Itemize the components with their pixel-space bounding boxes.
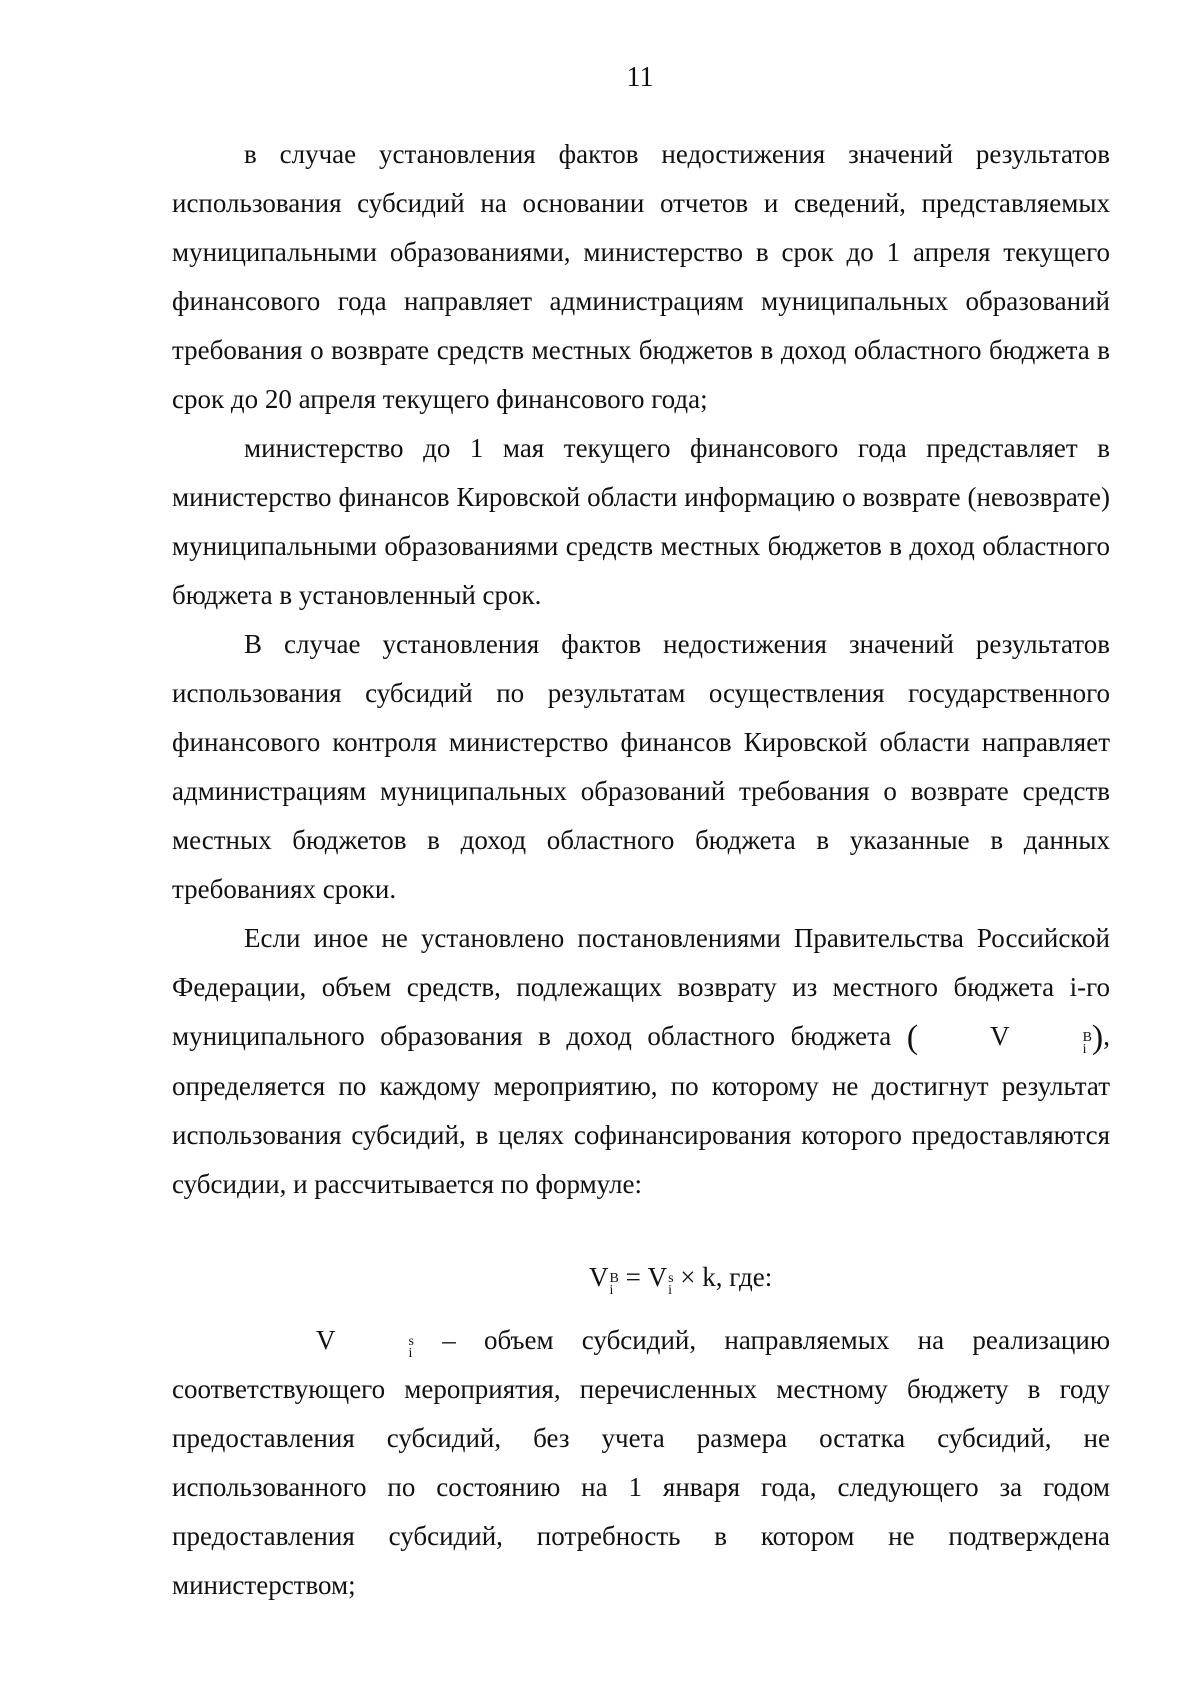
formula-rhs bbox=[648, 1253, 674, 1302]
p5-symbol-sub: i bbox=[408, 1346, 413, 1361]
paragraph-4-text-a: Если иное не установлено постановлениями Правительства Российской Федерации, объем средств, подлежащих возврату из местного бюджета i-го муниципального образования в доход областного бюджета bbox=[172, 923, 1110, 1051]
paragraph-3: В случае установления фактов недостижения значений результатов использования субсидий по результатам осуществления государственного финансового контроля министерство финансов Кировской области направляет администрациям муниципальных образований требования о возврате средств местных бюджетов в доход областного бюджета в указанные в данных требованиях сроки. bbox=[172, 629, 1110, 904]
formula-rhs-base: V bbox=[647, 1262, 668, 1292]
formula-lhs-base: V bbox=[589, 1262, 609, 1292]
formula-rhs-sub: i bbox=[668, 1283, 672, 1298]
formula-equals: = bbox=[618, 1262, 648, 1292]
paragraph-5 bbox=[172, 1316, 1110, 1610]
symbol-v-b-i bbox=[918, 1012, 1092, 1061]
p5-symbol-sup: s bbox=[408, 1334, 414, 1349]
page-number: 11 bbox=[626, 62, 654, 93]
document-body bbox=[172, 130, 1110, 1610]
symbol-sub: i bbox=[1082, 1042, 1087, 1057]
symbol-base: V bbox=[990, 1021, 1010, 1051]
paragraph-2: министерство до 1 мая текущего финансового года представляет в министерство финансов Кировской области информацию о возврате (невозврате) муниципальными образованиями средств местных бюджетов в доход областного бюджета в установленный срок. bbox=[172, 433, 1110, 610]
symbol-sup: В bbox=[1082, 1030, 1092, 1045]
formula-lhs-sup: В bbox=[609, 1271, 619, 1286]
formula bbox=[172, 1253, 1110, 1302]
paren-open: ( bbox=[906, 1019, 919, 1056]
formula-lhs bbox=[589, 1253, 619, 1302]
paren-close: ) bbox=[1091, 1019, 1104, 1056]
paragraph-1: в случае установления фактов недостижения значений результатов использования субсидий на основании отчетов и сведений, представляемых муниципальными образованиями, министерство в срок до 1 апреля текущего финансового года направляет администрациям муниципальных образований требования о возврате средств местных бюджетов в доход областного бюджета в срок до 20 апреля текущего финансового года; bbox=[172, 139, 1110, 414]
paragraph-5-text: – объем субсидий, направляемых на реализацию соответствующего мероприятия, перечисленных местному бюджету в году предоставления субсидий, без учета размера остатка субсидий, не использованного по состоянию на 1 января года, следующего за годом предоставления субсидий, потребность в котором не подтверждена министерством; bbox=[172, 1325, 1110, 1600]
formula-lhs-sub: i bbox=[609, 1283, 614, 1298]
p5-symbol-base: V bbox=[316, 1325, 336, 1355]
paragraph-4-text-b: , определяется по каждому мероприятию, по которому не достигнут результат использования субсидий, в целях софинансирования которого предоставляются субсидии, и рассчитывается по формуле: bbox=[172, 1021, 1110, 1199]
symbol-v-s-i bbox=[244, 1316, 414, 1365]
formula-rhs-sup: s bbox=[668, 1271, 674, 1286]
paragraph-4 bbox=[172, 914, 1110, 1209]
formula-times: × k, где: bbox=[673, 1262, 773, 1292]
